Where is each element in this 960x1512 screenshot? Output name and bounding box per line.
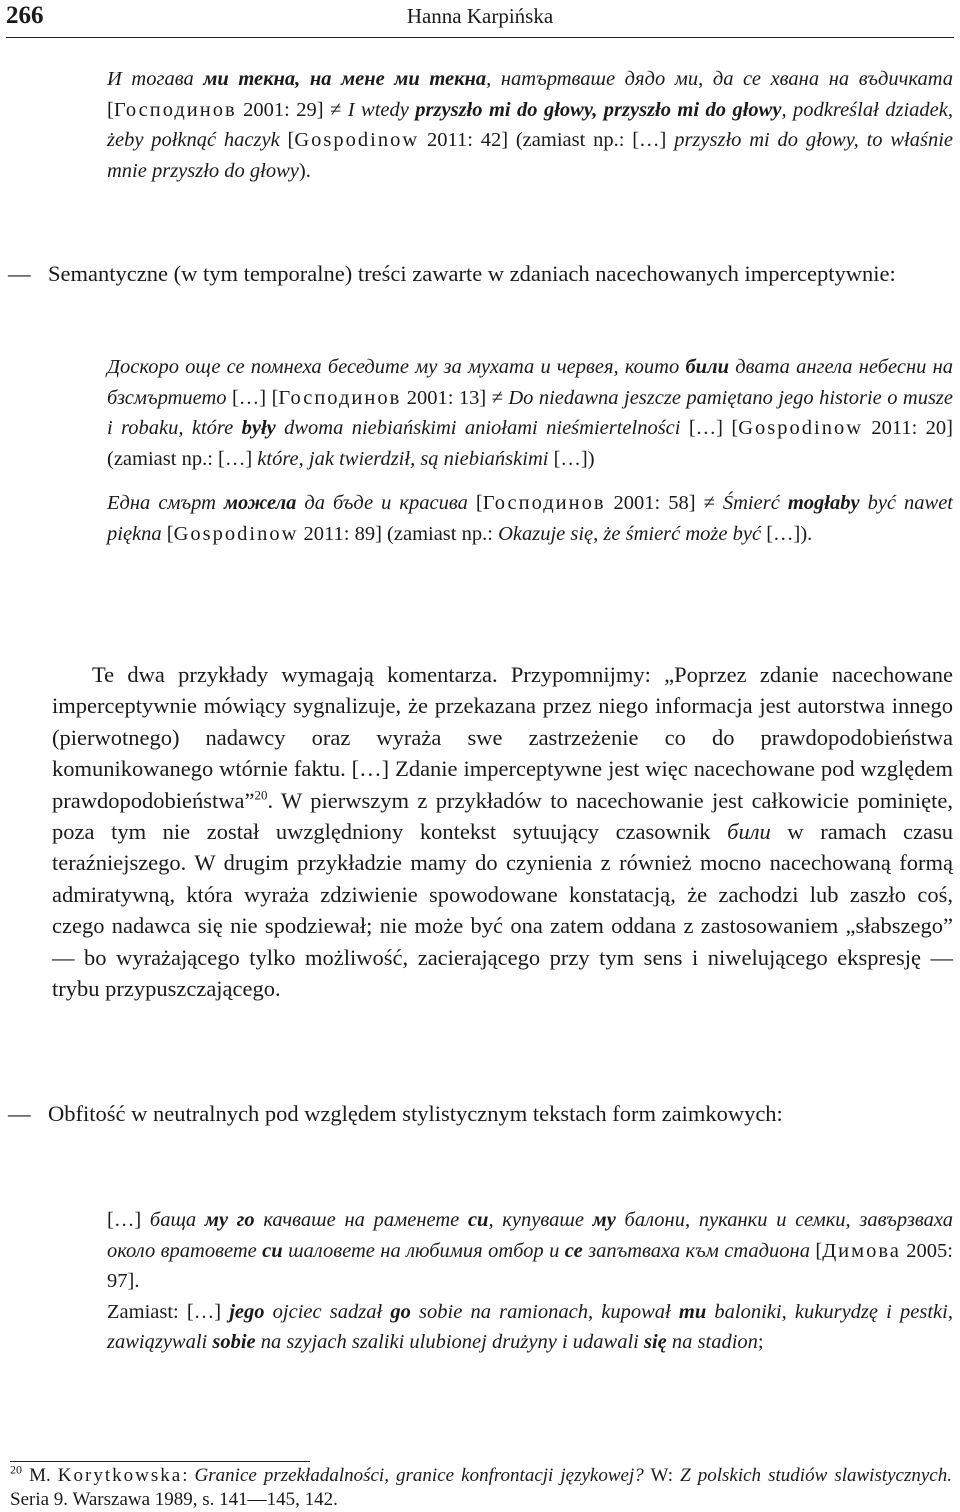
text-run: 2011: 20] (zamiast np.: […]: [107, 417, 954, 470]
list-item-pronouns: [8, 1096, 953, 1132]
text-run: Obfitość w neutralnych pod względem stylistycznym tekstach form zaimkowych:: [48, 1101, 783, 1126]
running-header: [6, 0, 954, 30]
text-run: były: [241, 417, 276, 439]
text-run: 2011: 42] (zamiast np.: […]: [419, 129, 675, 151]
running-head-author: Hanna Karpińska: [406, 4, 554, 28]
text-run: baloniki, kukurydzę i pestki, zawiązywali: [107, 1300, 953, 1353]
text-run: Gospodinow: [294, 129, 420, 151]
text-run: , podkreślał dziadek, żeby połknąć haczyk: [107, 98, 953, 151]
text-run: […]): [548, 447, 595, 470]
text-run: które, jak twierdził, są niebiańskimi: [257, 447, 549, 470]
text-run: [: [166, 522, 174, 545]
text-run: ojciec sadzał: [264, 1300, 391, 1323]
text-run: . W pierwszym z przykładów to nacechowanie jest całkowicie pominięte, poza tym nie został uwzględniony kontekst sytuujący czasownik: [52, 787, 953, 845]
text-run: качваше на раменете: [254, 1209, 468, 1231]
text-run: двата ангела небесни на бзсмъртието: [107, 356, 953, 409]
text-run: ;: [757, 1331, 764, 1353]
text-run: […]).: [761, 522, 813, 545]
examples-group: [107, 352, 953, 570]
list-item-semantic: [8, 256, 953, 292]
text-run: балони, пуканки и семки, завързваха около вратовете: [107, 1209, 953, 1262]
text-run: Do niedawna jeszcze pamiętano jego historie o musze i robaku, które: [107, 386, 954, 439]
text-run: ми текна, на мене ми текна: [203, 68, 487, 90]
text-run: […]: [107, 1209, 150, 1231]
text-run: [: [815, 1239, 823, 1262]
text-run: Димова: [822, 1239, 901, 1262]
text-run: 2005: 97].: [107, 1239, 953, 1292]
text-run: Господинов: [113, 98, 237, 121]
example-block: [107, 1297, 953, 1358]
text-run: Z polskich studiów slawistycznych.: [680, 1465, 952, 1486]
text-run: sobie: [212, 1331, 256, 1353]
footnote-rule: [10, 1461, 310, 1462]
text-run: Една смърт: [107, 492, 224, 514]
text-run: Zamiast: […]: [107, 1300, 230, 1323]
footnote-ref: 20: [10, 1462, 22, 1477]
text-run: jego: [229, 1300, 265, 1323]
text-run: sobie na ramionach, kupował: [410, 1300, 679, 1323]
text-run: go: [390, 1300, 411, 1323]
text-run: 2001: 29] ≠: [236, 98, 348, 121]
text-run: можела: [223, 492, 297, 514]
text-run: си: [262, 1239, 283, 1262]
text-run: [: [287, 129, 295, 151]
text-run: Господинов: [278, 386, 402, 409]
example-block: [107, 488, 953, 549]
dash-marker: —: [8, 261, 31, 286]
text-run: [: [475, 492, 483, 514]
text-run: :: [182, 1465, 195, 1486]
text-run: били: [685, 356, 729, 378]
text-run: Доскоро още се помнеха беседите му за мухата и червея, които: [107, 356, 686, 378]
text-run: ).: [298, 159, 311, 182]
text-run: бащa: [149, 1209, 205, 1231]
list-item-text: [48, 256, 953, 292]
text-run: Господинов: [482, 492, 606, 514]
text-run: się: [644, 1331, 667, 1353]
text-run: I wtedy: [347, 98, 416, 121]
text-run: [: [107, 98, 114, 121]
text-run: przyszło mi do głowy, to właśnie mnie przyszło do głowy: [107, 129, 953, 182]
text-run: w ramach czasu teraźniejszego. W drugim przykładzie mamy do czynienia z również mocno nacechowaną formą admiratywną, która wyraża zdziwienie spowodowane konstatacją, że zachodzi lub zaszło coś, czego nadawca się nie spodziewał; nie może być ona zatem oddana z zastosowaniem „słabszego” — bo wyrażającego tylko możliwość, zacierającego przy tym sens i niwelującego ekspresję — trybu przypuszczającego.: [52, 819, 953, 1002]
text-run: M.: [22, 1465, 58, 1486]
text-run: Gospodinow: [173, 522, 299, 545]
text-run: И тогава: [107, 68, 204, 90]
header-rule: [6, 37, 954, 38]
text-run: , купуваше: [488, 1209, 593, 1231]
text-run: се: [564, 1239, 583, 1262]
text-run: си: [467, 1209, 489, 1231]
text-run: Okazuje się, że śmierć może być: [498, 522, 762, 545]
text-run: Korytkowska: [57, 1465, 183, 1486]
text-run: 2011: 89] (zamiast np.:: [298, 522, 499, 545]
text-run: 2001: 13] ≠: [401, 386, 509, 409]
text-run: W:: [643, 1465, 681, 1486]
text-run: na stadion: [666, 1331, 758, 1353]
text-run: Seria 9. Warszawa 1989, s. 141—145, 142.: [10, 1489, 338, 1510]
example-block: [107, 1205, 953, 1297]
body-paragraph: [52, 659, 953, 1004]
text-run: przyszło mi do głowy, przyszło mi do głowy: [415, 98, 782, 121]
text-run: mogłaby: [787, 492, 860, 514]
text-run: , натъртваше дядо ми, да се хвана на въдичката: [486, 68, 954, 90]
text-run: […] [: [231, 386, 279, 409]
text-run: Granice przekładalności, granice konfrontacji językowej?: [194, 1465, 644, 1486]
text-run: Te dwa przykłady wymagają komentarza. Przypomnijmy: „Poprzez zdanie nacechowane imperceptywnie mówiący sygnalizuje, że przekazana przez niego informacja jest autorstwa innego (pierwotnego) nadawcy oraz wyraża swe zastrzeżenie co do prawdopodobieństwa komunikowanego wtórnie faktu. […] Zdanie imperceptywne jest więc nacechowane pod względem prawdopodobieństwa”: [52, 662, 953, 813]
text-run: być nawet piękna: [107, 492, 953, 545]
footnote: [10, 1464, 952, 1512]
example-block: [107, 64, 953, 186]
text-run: били: [727, 819, 771, 845]
text-run: му го: [204, 1209, 255, 1231]
text-run: Gospodinow: [738, 417, 864, 439]
text-run: Semantyczne (w tym temporalne) treści zawarte w zdaniach nacechowanych imperceptywnie:: [48, 261, 896, 286]
text-run: 2001: 58] ≠: [605, 492, 723, 514]
footnote-ref: 20: [254, 787, 268, 803]
text-run: шаловете на любимия отбор и: [282, 1239, 565, 1262]
text-run: mu: [678, 1300, 707, 1323]
dash-marker: —: [8, 1101, 31, 1126]
text-run: dwoma niebiańskimi aniołami nieśmiertelności: [275, 417, 689, 439]
text-run: запътваха към стадиона: [582, 1239, 816, 1262]
text-run: […] [: [688, 417, 739, 439]
example-block: [107, 352, 953, 474]
page-number: 266: [6, 2, 44, 29]
text-run: да бъде и красива: [296, 492, 476, 514]
examples-group: [107, 1205, 953, 1358]
text-run: му: [592, 1209, 616, 1231]
text-run: Śmierć: [722, 492, 788, 514]
list-item-text: [48, 1096, 953, 1132]
text-run: na szyjach szaliki ulubionej drużyny i udawali: [255, 1331, 644, 1353]
